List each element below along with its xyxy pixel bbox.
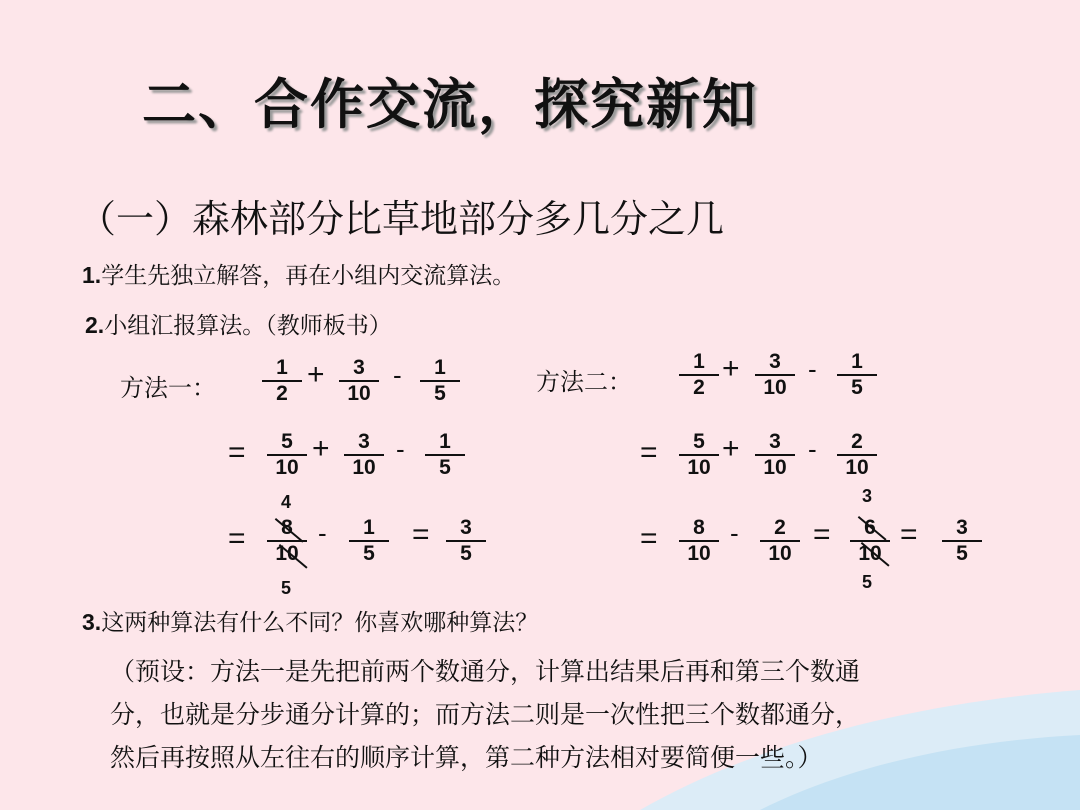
equals-sign: = — [228, 522, 246, 555]
note-line: 然后再按照从左往右的顺序计算，第二种方法相对要简便一些。） — [110, 743, 823, 772]
minus-sign: - — [808, 434, 817, 464]
fraction: 1 5 — [840, 350, 874, 400]
equals-sign: = — [640, 522, 658, 555]
fraction: 8 10 — [270, 516, 304, 566]
method-1-label: 方法一： — [120, 374, 216, 402]
fraction: 3 10 — [347, 430, 381, 480]
equals-sign: = — [412, 518, 430, 551]
fraction: 3 10 — [758, 430, 792, 480]
fraction: 6 10 — [853, 516, 887, 566]
minus-sign: - — [396, 434, 405, 464]
minus-sign: - — [393, 360, 402, 390]
page-title: 二、合作交流，探究新知 — [142, 73, 758, 136]
fraction: 5 10 — [270, 430, 304, 480]
section-subtitle: （一）森林部分比草地部分多几分之几 — [78, 197, 725, 241]
note-line: 分，也就是分步通分计算的；而方法二则是一次性把三个数都通分， — [110, 700, 861, 729]
step-text: 学生先独立解答，再在小组内交流算法。 — [101, 263, 516, 289]
fraction: 2 10 — [840, 430, 874, 480]
minus-sign: - — [808, 354, 817, 384]
step-1 — [82, 257, 515, 290]
reduced-denominator: 5 — [862, 572, 873, 592]
fraction: 3 5 — [945, 516, 979, 566]
fraction: 1 5 — [423, 356, 457, 406]
fraction: 5 10 — [682, 430, 716, 480]
equals-sign: = — [813, 518, 831, 551]
reduced-denominator: 5 — [281, 578, 292, 598]
reduced-numerator: 4 — [281, 492, 292, 512]
equals-sign: = — [900, 518, 918, 551]
method-2-label: 方法二： — [536, 368, 632, 396]
note-paragraph — [110, 650, 1010, 779]
fraction: 1 5 — [352, 516, 386, 566]
fraction: 8 10 — [682, 516, 716, 566]
step-3 — [82, 604, 538, 637]
fraction: 1 2 — [265, 356, 299, 406]
equals-sign: = — [228, 436, 246, 469]
plus-sign: + — [722, 352, 740, 385]
minus-sign: - — [730, 518, 739, 548]
plus-sign: + — [312, 432, 330, 465]
minus-sign: - — [318, 518, 327, 548]
fraction: 2 10 — [763, 516, 797, 566]
step-2 — [85, 307, 392, 340]
reduced-numerator: 3 — [862, 486, 873, 506]
step-number: 1. — [82, 262, 102, 288]
step-number: 2. — [85, 312, 105, 338]
note-line: （预设：方法一是先把前两个数通分，计算出结果后再和第三个数通 — [110, 657, 861, 686]
fraction: 1 5 — [428, 430, 462, 480]
fraction: 3 5 — [449, 516, 483, 566]
plus-sign: + — [307, 358, 325, 391]
equals-sign: = — [640, 436, 658, 469]
step-text: 小组汇报算法。（教师板书） — [104, 313, 392, 339]
fraction: 3 10 — [758, 350, 792, 400]
fraction: 3 10 — [342, 356, 376, 406]
step-text: 这两种算法有什么不同？你喜欢哪种算法？ — [101, 610, 539, 636]
plus-sign: + — [722, 432, 740, 465]
step-number: 3. — [82, 609, 102, 635]
fraction: 1 2 — [682, 350, 716, 400]
